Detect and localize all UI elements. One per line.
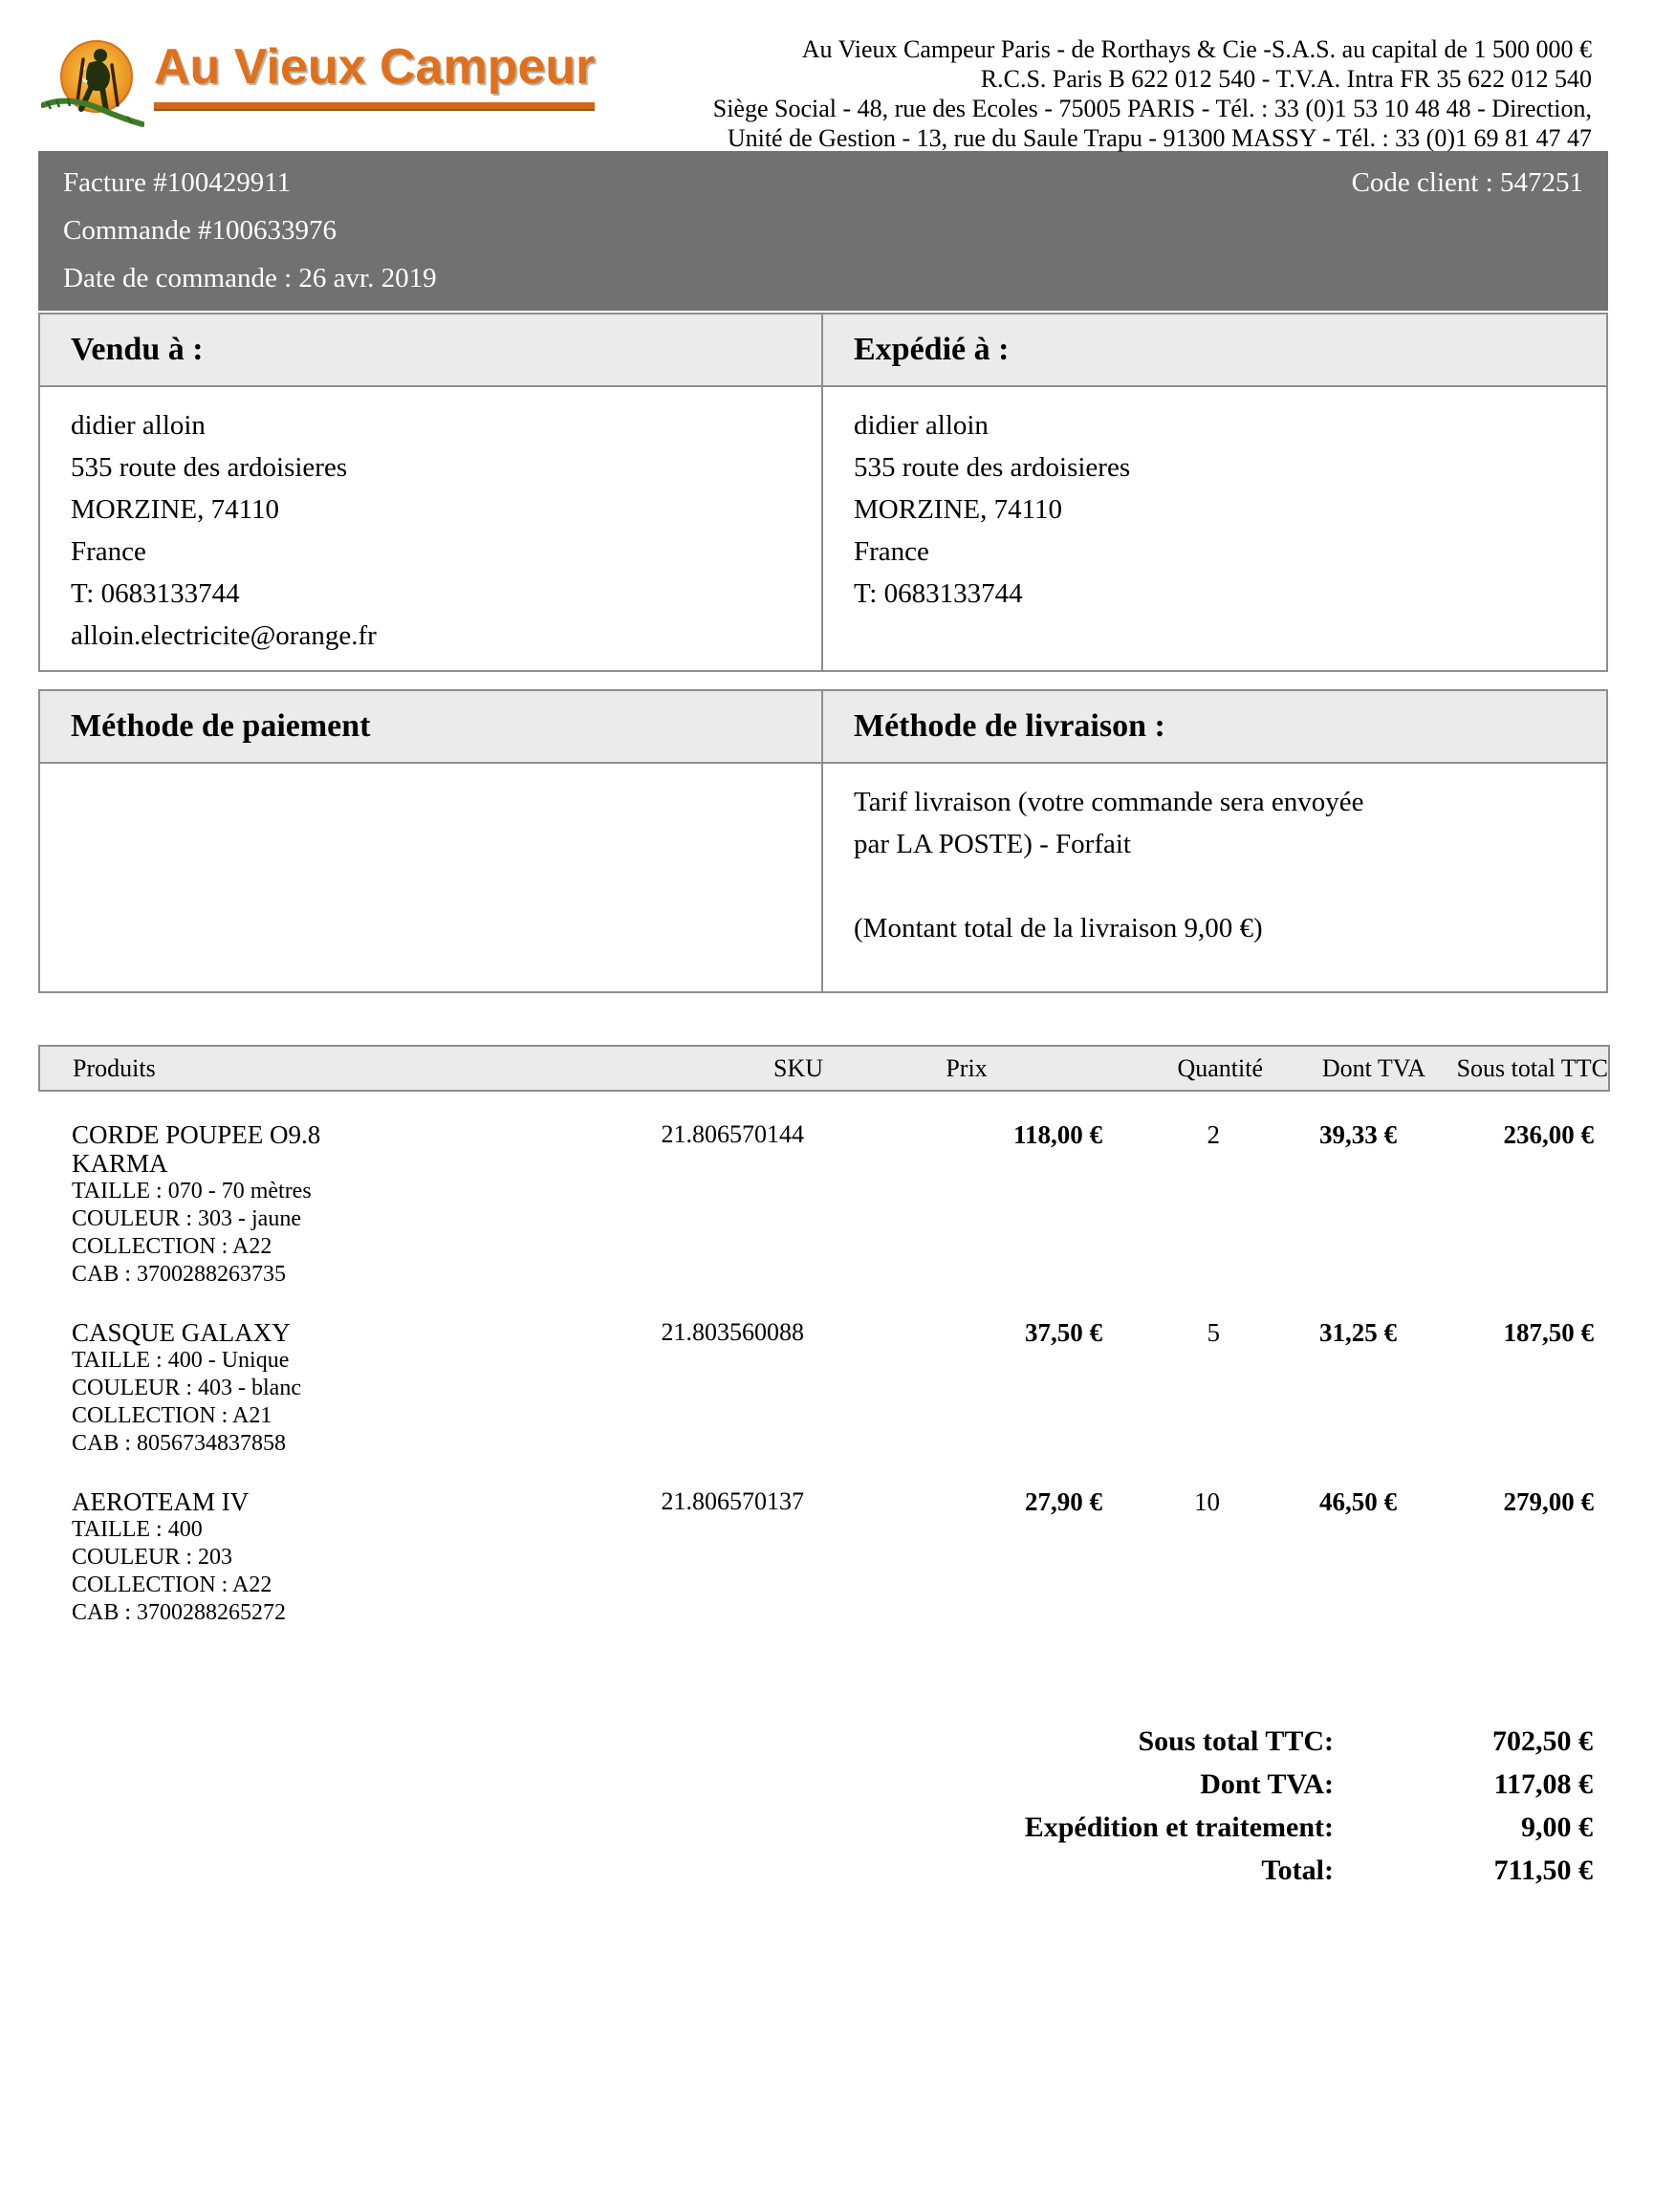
address-line: France bbox=[854, 536, 929, 567]
product-detail: CAB : 8056734837858 bbox=[72, 1431, 287, 1456]
address-email: alloin.electricite@orange.fr bbox=[71, 620, 377, 651]
company-logo bbox=[41, 29, 595, 151]
totals-row bbox=[38, 1849, 1608, 1892]
sold-to-title: Vendu à : bbox=[40, 314, 821, 387]
invoice-identifiers bbox=[63, 159, 437, 303]
product-detail: TAILLE : 070 - 70 mètres bbox=[72, 1179, 312, 1204]
product-subtotal: 187,50 € bbox=[1503, 1318, 1594, 1347]
ship-to-address bbox=[823, 387, 1606, 670]
product-quantity: 10 bbox=[1194, 1487, 1220, 1516]
table-row bbox=[39, 1091, 1609, 1290]
product-sku: 21.806570137 bbox=[661, 1487, 804, 1515]
total-label: Sous total TTC: bbox=[1138, 1725, 1334, 1757]
product-detail: TAILLE : 400 - Unique bbox=[72, 1348, 290, 1373]
product-tva: 31,25 € bbox=[1319, 1318, 1397, 1347]
order-number: Commande #100633976 bbox=[63, 215, 337, 246]
company-info-line: Siège Social - 48, rue des Ecoles - 75005 PARIS - Tél. : 33 (0)1 53 10 48 48 - Direction, bbox=[712, 95, 1592, 122]
product-detail: COLLECTION : A22 bbox=[72, 1234, 272, 1259]
totals-row bbox=[38, 1763, 1608, 1806]
product-name: CASQUE GALAXY bbox=[72, 1318, 291, 1347]
payment-method-column bbox=[40, 691, 823, 991]
product-price: 37,50 € bbox=[1025, 1318, 1102, 1347]
methods-section bbox=[38, 689, 1608, 993]
page-header bbox=[0, 0, 1675, 151]
product-detail: TAILLE : 400 bbox=[72, 1517, 203, 1542]
product-cell bbox=[39, 1290, 422, 1459]
product-detail: COULEUR : 203 bbox=[72, 1545, 232, 1570]
ship-to-title: Expédié à : bbox=[823, 314, 1606, 387]
product-detail: COLLECTION : A21 bbox=[72, 1403, 272, 1428]
product-cell bbox=[39, 1459, 422, 1628]
total-value: 711,50 € bbox=[1493, 1854, 1593, 1886]
company-info-line: Au Vieux Campeur Paris - de Rorthays & Cie -S.A.S. au capital de 1 500 000 € bbox=[801, 35, 1592, 63]
address-line: didier alloin bbox=[854, 410, 989, 441]
address-line: MORZINE, 74110 bbox=[854, 494, 1063, 525]
product-quantity: 5 bbox=[1207, 1318, 1220, 1347]
shipping-line: par LA POSTE) - Forfait bbox=[854, 829, 1131, 859]
product-quantity: 2 bbox=[1207, 1120, 1220, 1149]
company-info-line: Unité de Gestion - 13, rue du Saule Trapu - 91300 MASSY - Tél. : 33 (0)1 69 81 47 47 bbox=[727, 124, 1592, 152]
spacer bbox=[854, 865, 1576, 907]
address-line: 535 route des ardoisieres bbox=[71, 452, 348, 483]
product-detail: COLLECTION : A22 bbox=[72, 1572, 272, 1597]
invoice-summary-bar bbox=[38, 151, 1608, 311]
col-header-sku: SKU bbox=[422, 1046, 823, 1091]
col-header-quantite: Quantité bbox=[1110, 1046, 1263, 1091]
shipping-method-title: Méthode de livraison : bbox=[823, 691, 1606, 764]
col-header-prix: Prix bbox=[823, 1046, 1110, 1091]
sold-to-address bbox=[40, 387, 821, 670]
product-detail: CAB : 3700288265272 bbox=[72, 1600, 287, 1625]
product-detail: CAB : 3700288263735 bbox=[72, 1262, 287, 1287]
total-label: Total: bbox=[1261, 1854, 1334, 1886]
payment-method-content bbox=[40, 764, 821, 991]
products-table bbox=[38, 1045, 1610, 1628]
table-row bbox=[39, 1290, 1609, 1459]
total-label: Expédition et traitement: bbox=[1024, 1811, 1334, 1843]
product-detail: COULEUR : 403 - blanc bbox=[72, 1376, 301, 1400]
product-price: 118,00 € bbox=[1012, 1120, 1102, 1149]
product-tva: 46,50 € bbox=[1319, 1487, 1397, 1516]
payment-method-title: Méthode de paiement bbox=[40, 691, 821, 764]
logo-underline bbox=[154, 102, 595, 111]
shipping-method-content bbox=[823, 764, 1606, 991]
order-date: Date de commande : 26 avr. 2019 bbox=[63, 263, 437, 293]
product-detail: COULEUR : 303 - jaune bbox=[72, 1206, 301, 1231]
sold-to-column bbox=[40, 314, 823, 670]
company-info-line: R.C.S. Paris B 622 012 540 - T.V.A. Intra FR 35 622 012 540 bbox=[980, 65, 1592, 93]
total-value: 117,08 € bbox=[1493, 1768, 1593, 1800]
product-subtotal: 236,00 € bbox=[1503, 1120, 1594, 1149]
address-line: 535 route des ardoisieres bbox=[854, 452, 1131, 483]
col-header-produits: Produits bbox=[39, 1046, 422, 1091]
logo-wordmark: Au Vieux Campeur bbox=[154, 39, 596, 95]
product-name: AEROTEAM IV bbox=[72, 1487, 250, 1516]
shipping-total-line: (Montant total de la livraison 9,00 €) bbox=[854, 913, 1263, 943]
product-tva: 39,33 € bbox=[1319, 1120, 1397, 1149]
client-code: Code client : 547251 bbox=[1351, 167, 1583, 198]
address-line: MORZINE, 74110 bbox=[71, 494, 280, 525]
product-cell bbox=[39, 1091, 422, 1290]
total-label: Dont TVA: bbox=[1200, 1768, 1334, 1800]
address-line: France bbox=[71, 536, 146, 567]
company-info bbox=[713, 29, 1592, 151]
totals-row bbox=[38, 1720, 1608, 1763]
totals-section bbox=[38, 1720, 1608, 1892]
addresses-section bbox=[38, 313, 1608, 672]
product-sku: 21.803560088 bbox=[661, 1318, 804, 1346]
hiker-sun-icon bbox=[41, 34, 144, 130]
product-subtotal: 279,00 € bbox=[1503, 1487, 1594, 1516]
col-header-dont-tva: Dont TVA bbox=[1263, 1046, 1425, 1091]
address-line: T: 0683133744 bbox=[71, 578, 240, 609]
total-value: 9,00 € bbox=[1521, 1811, 1593, 1843]
table-row bbox=[39, 1459, 1609, 1628]
logo-text-block bbox=[154, 38, 595, 111]
product-sku: 21.806570144 bbox=[661, 1120, 804, 1148]
invoice-number: Facture #100429911 bbox=[63, 167, 292, 198]
shipping-line: Tarif livraison (votre commande sera envoyée bbox=[854, 787, 1364, 817]
products-table-header bbox=[39, 1046, 1609, 1091]
shipping-method-column bbox=[823, 691, 1606, 991]
product-name: CORDE POUPEE O9.8 KARMA bbox=[72, 1120, 321, 1178]
product-price: 27,90 € bbox=[1025, 1487, 1102, 1516]
col-header-sous-total: Sous total TTC bbox=[1425, 1046, 1609, 1091]
address-line: didier alloin bbox=[71, 410, 206, 441]
totals-row bbox=[38, 1806, 1608, 1849]
ship-to-column bbox=[823, 314, 1606, 670]
address-line: T: 0683133744 bbox=[854, 578, 1023, 609]
total-value: 702,50 € bbox=[1492, 1725, 1593, 1757]
